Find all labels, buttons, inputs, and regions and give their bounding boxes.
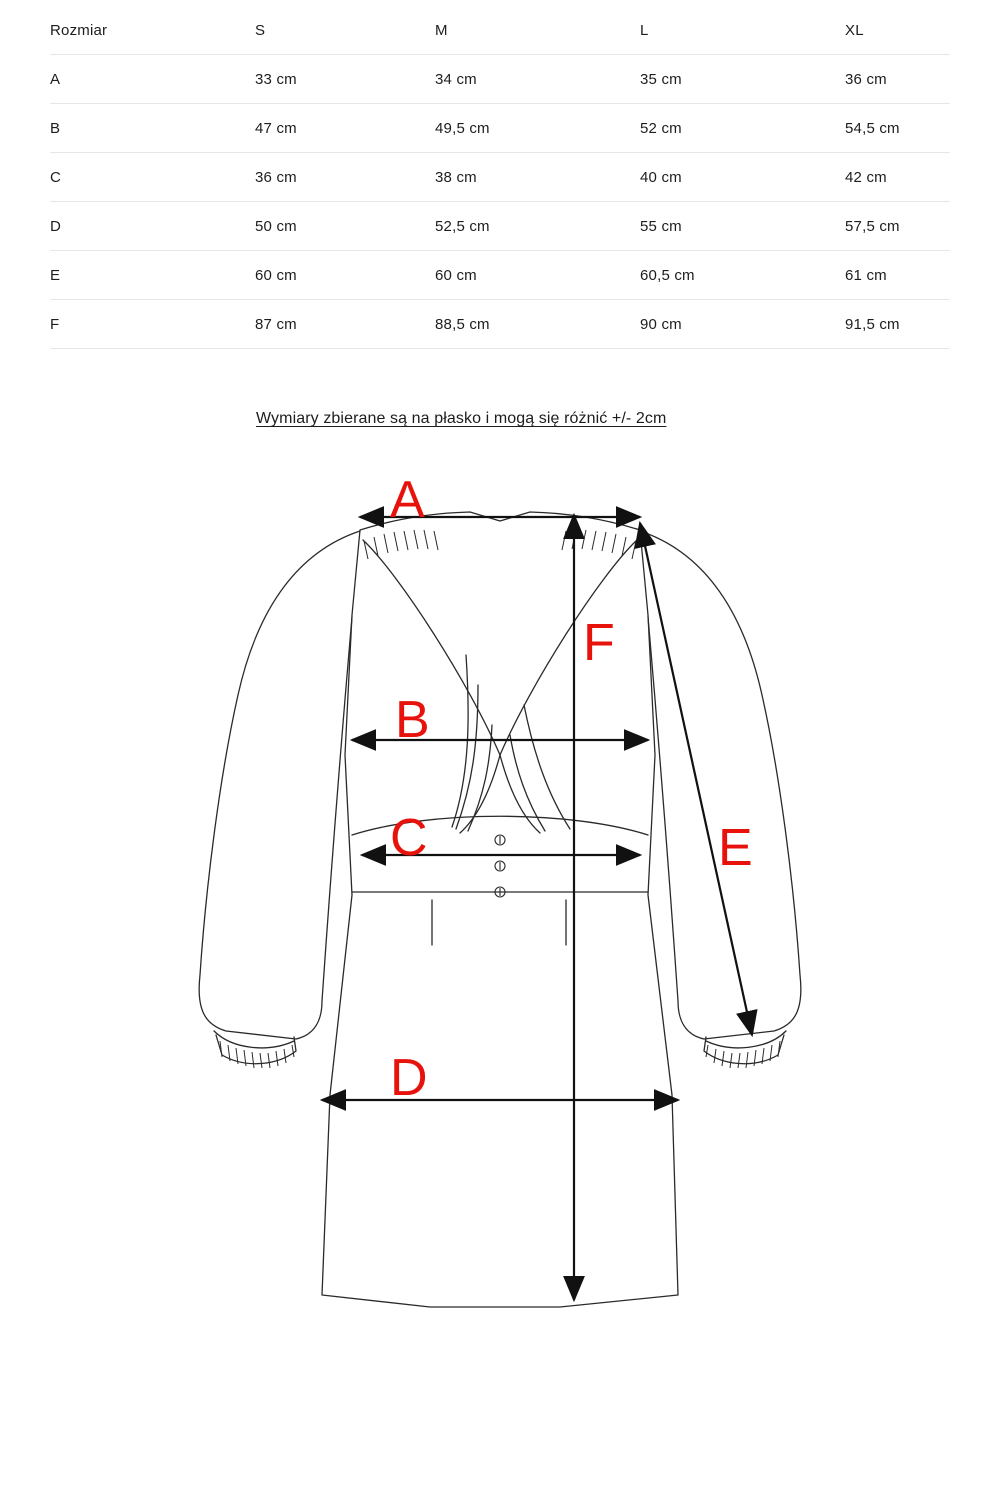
left-cuff-top: [214, 1031, 294, 1048]
wrap-cross-right: [500, 755, 540, 833]
table-row: [50, 300, 950, 349]
cell-l: 40 cm: [640, 153, 845, 202]
row-label: D: [50, 202, 255, 251]
cell-s: 47 cm: [255, 104, 435, 153]
size-chart-table: [50, 14, 950, 349]
row-label: B: [50, 104, 255, 153]
right-sleeve: [640, 531, 801, 1039]
label-e: E: [718, 819, 753, 877]
row-label: F: [50, 300, 255, 349]
table-header-row: [50, 14, 950, 55]
table-row: [50, 251, 950, 300]
cell-s: 87 cm: [255, 300, 435, 349]
cell-s: 33 cm: [255, 55, 435, 104]
label-d: D: [390, 1049, 428, 1107]
measurement-arrows: [322, 515, 752, 1300]
row-label: A: [50, 55, 255, 104]
cell-l: 60,5 cm: [640, 251, 845, 300]
cell-l: 55 cm: [640, 202, 845, 251]
wrap-right-edge: [500, 540, 637, 755]
table-row: [50, 55, 950, 104]
cell-l: 90 cm: [640, 300, 845, 349]
cell-xl: 54,5 cm: [845, 104, 950, 153]
bodice-pleat-2: [456, 685, 478, 829]
cell-m: 52,5 cm: [435, 202, 640, 251]
row-label: E: [50, 251, 255, 300]
wrap-left-edge: [363, 540, 500, 755]
cell-xl: 36 cm: [845, 55, 950, 104]
column-header-rozmiar: Rozmiar: [50, 14, 255, 55]
cell-xl: 61 cm: [845, 251, 950, 300]
label-f: F: [583, 614, 615, 672]
arrow-e: [640, 523, 752, 1035]
label-c: C: [390, 809, 428, 867]
table-row: [50, 202, 950, 251]
cell-xl: 57,5 cm: [845, 202, 950, 251]
column-header-m: M: [435, 14, 640, 55]
button-placket: [495, 835, 505, 897]
cell-s: 60 cm: [255, 251, 435, 300]
label-a: A: [390, 471, 425, 529]
cell-m: 88,5 cm: [435, 300, 640, 349]
cell-m: 49,5 cm: [435, 104, 640, 153]
cell-m: 60 cm: [435, 251, 640, 300]
shoulder-gathering: [364, 530, 636, 559]
right-cuff-top: [706, 1031, 786, 1048]
row-label: C: [50, 153, 255, 202]
left-sleeve: [199, 531, 360, 1039]
cell-l: 52 cm: [640, 104, 845, 153]
cuff-ribbing: [220, 1041, 780, 1068]
cell-m: 38 cm: [435, 153, 640, 202]
cell-m: 34 cm: [435, 55, 640, 104]
table-row: [50, 153, 950, 202]
column-header-s: S: [255, 14, 435, 55]
measurement-note: Wymiary zbierane są na płasko i mogą się różnić +/- 2cm: [256, 410, 667, 427]
column-header-xl: XL: [845, 14, 950, 55]
cell-s: 36 cm: [255, 153, 435, 202]
cell-xl: 91,5 cm: [845, 300, 950, 349]
label-b: B: [395, 691, 430, 749]
cell-l: 35 cm: [640, 55, 845, 104]
cell-xl: 42 cm: [845, 153, 950, 202]
garment-technical-drawing: [0, 455, 1000, 1455]
wrap-cross-left: [460, 755, 500, 833]
table-row: [50, 104, 950, 153]
dress-body-outline: [322, 512, 678, 1307]
dress-outline: [199, 512, 801, 1307]
cell-s: 50 cm: [255, 202, 435, 251]
column-header-l: L: [640, 14, 845, 55]
bodice-pleat-5: [524, 705, 570, 829]
